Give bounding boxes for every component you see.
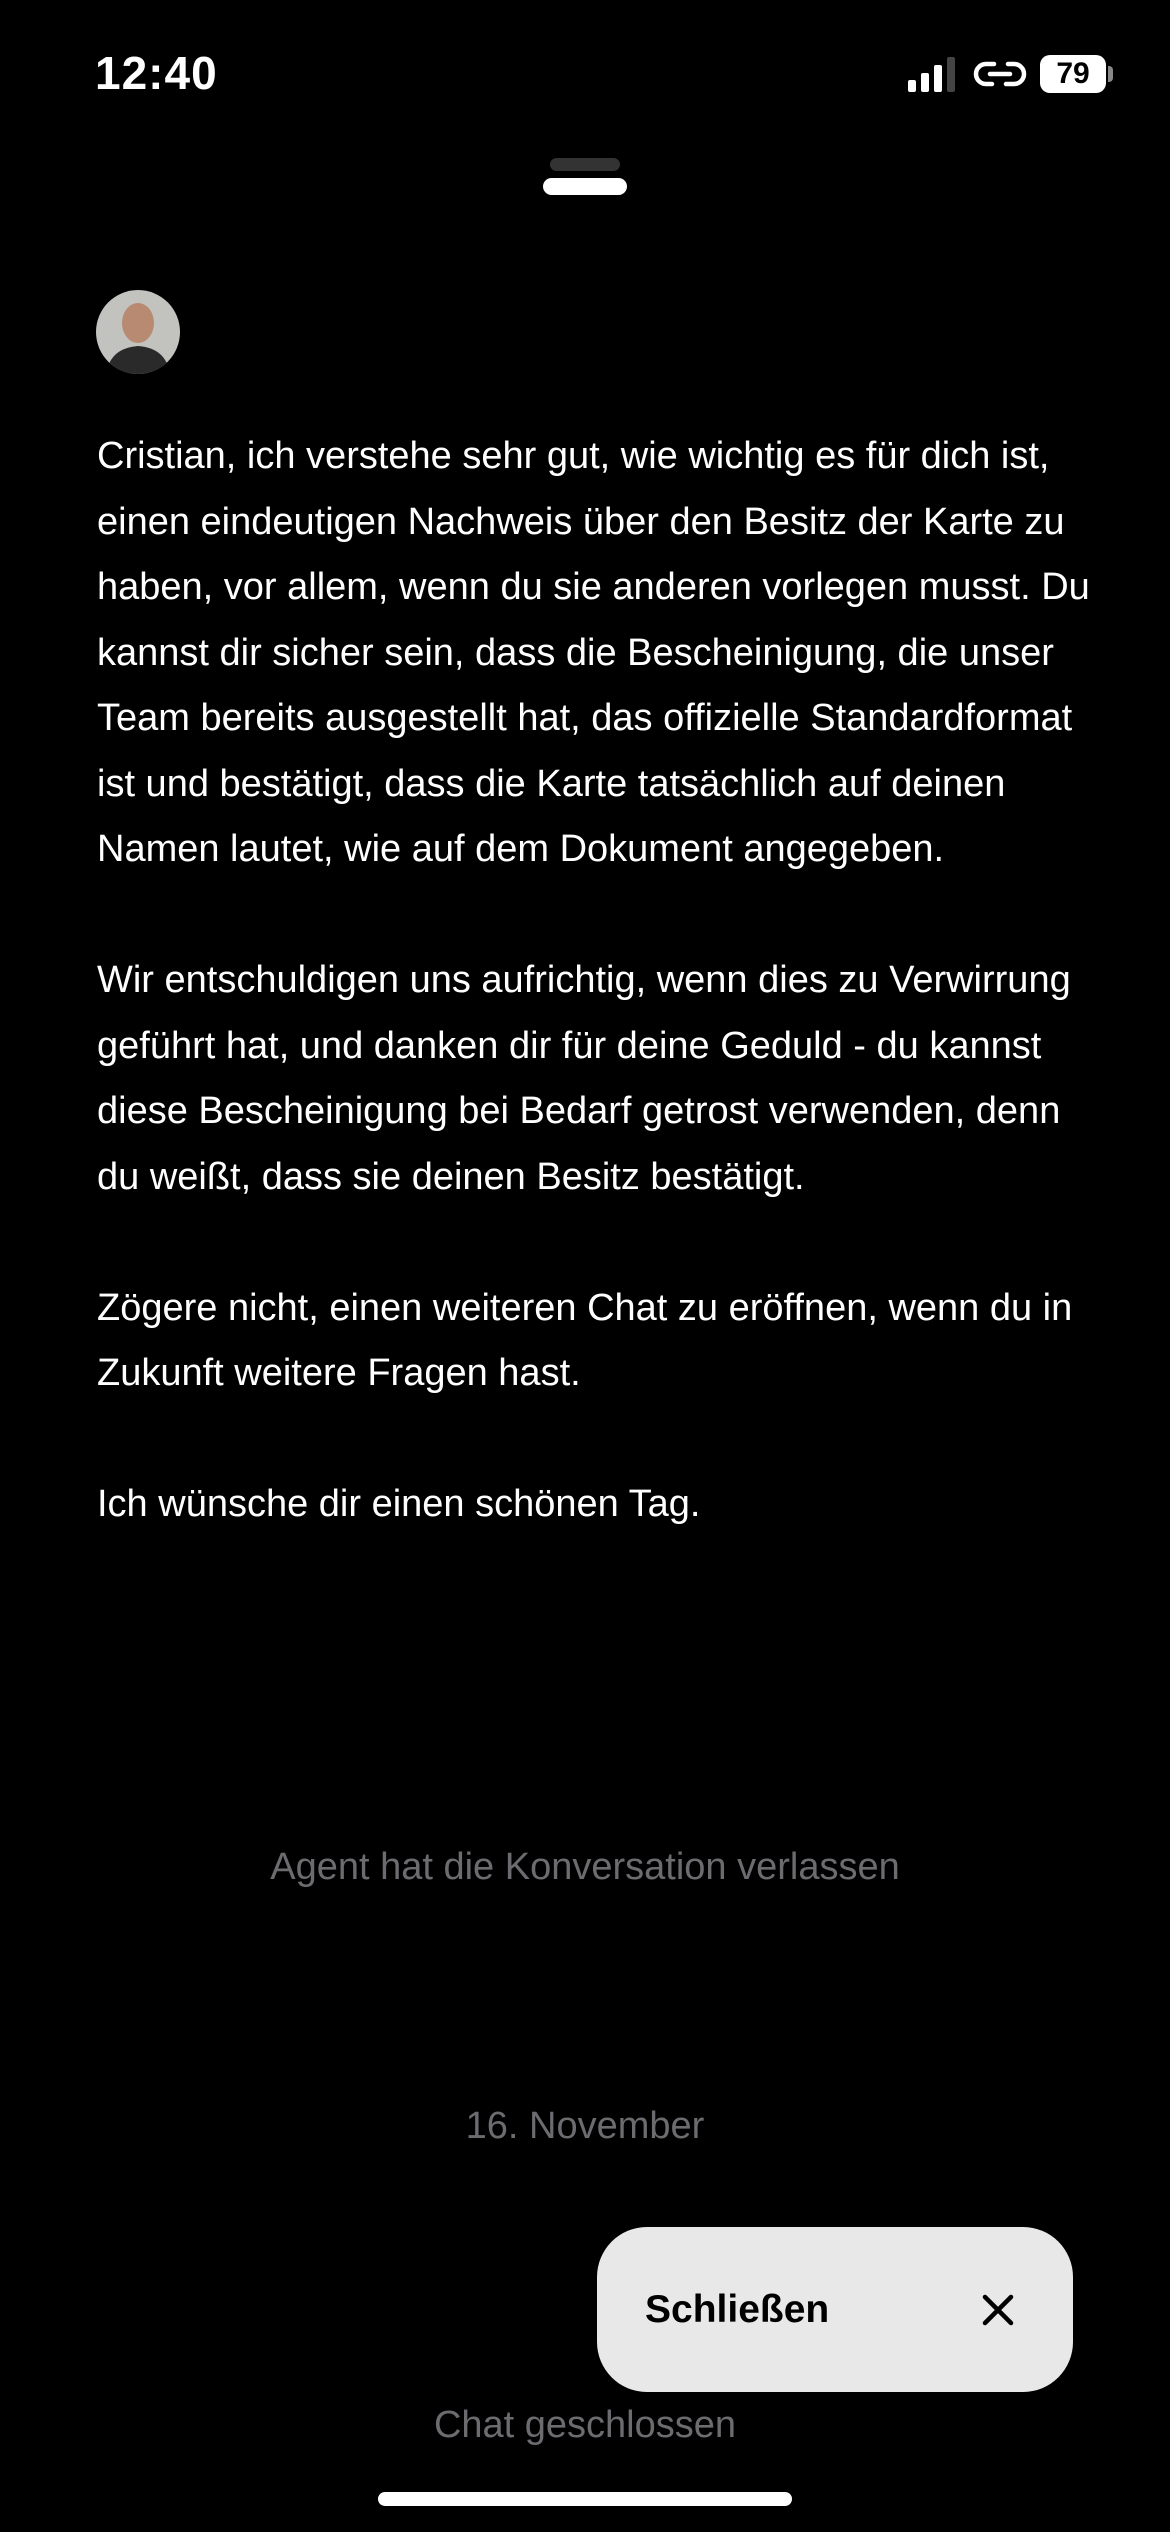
chat-closed-notice: Chat geschlossen <box>433 2404 737 2446</box>
date-separator: 16. November <box>465 2105 705 2147</box>
home-indicator[interactable] <box>378 2492 792 2506</box>
link-icon <box>972 56 1028 92</box>
close-button-label: Schließen <box>645 2287 830 2331</box>
message-paragraph: Cristian, ich verstehe sehr gut, wie wichtig es für dich ist, einen eindeutigen Nachweis über den Besitz der Karte zu haben, vor allem, wenn du sie anderen vorlegen musst. Du kannst dir sicher sein, dass die Bescheinigung, die unser Team bereits ausgestellt hat, das offizielle Standardformat ist und bestätigt, dass die Karte tatsächlich auf deinen Namen lautet, wie auf dem Dokument angegeben. <box>97 435 1090 870</box>
agent-avatar <box>96 290 180 374</box>
message-paragraph: Wir entschuldigen uns aufrichtig, wenn dies zu Verwirrung geführt hat, und danken dir für deine Geduld - du kannst diese Bescheinigung bei Bedarf getrost verwenden, denn du weißt, dass sie deinen Besitz bestätigt. <box>97 959 1071 1198</box>
message-paragraph: Zögere nicht, einen weiteren Chat zu eröffnen, wenn du in Zukunft weitere Fragen hast. <box>97 1286 1073 1394</box>
battery-icon: 79 <box>1040 55 1106 93</box>
status-time: 12:40 <box>95 47 218 99</box>
agent-left-notice: Agent hat die Konversation verlassen <box>270 1846 900 1888</box>
sheet-drag-handle[interactable] <box>543 178 627 195</box>
battery-tip <box>1108 66 1113 82</box>
signal-icon <box>906 56 958 92</box>
message-paragraph: Ich wünsche dir einen schönen Tag. <box>97 1483 701 1525</box>
close-icon <box>981 2293 1015 2327</box>
agent-message <box>97 424 1097 1603</box>
sheet-handle-secondary <box>550 158 620 171</box>
close-button[interactable] <box>597 2227 1073 2392</box>
